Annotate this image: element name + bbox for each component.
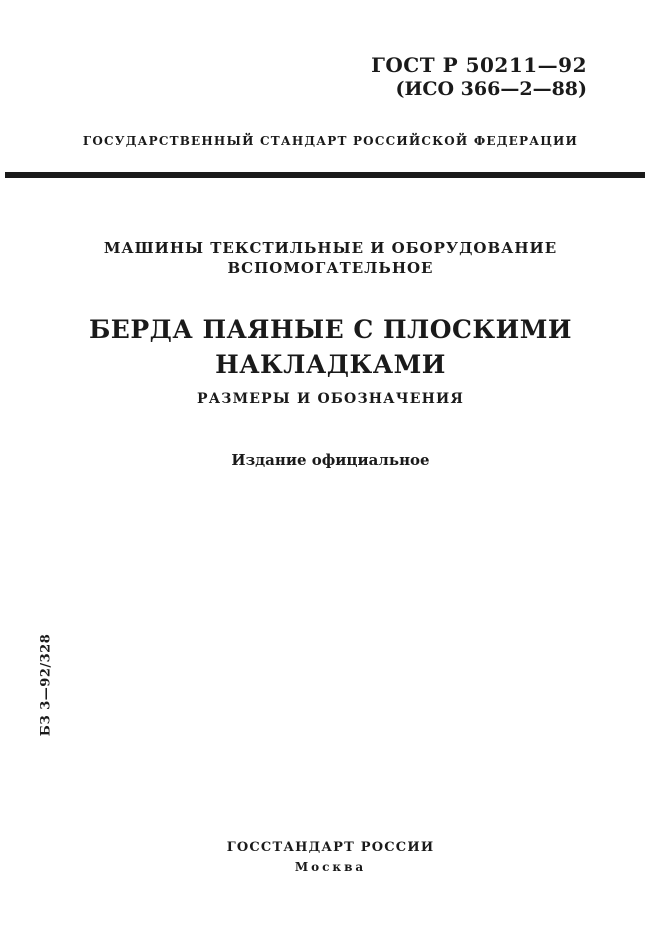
publication-city: Москва — [294, 860, 367, 874]
category-heading — [0, 238, 661, 278]
header-rule — [5, 172, 645, 178]
document-subtitle: РАЗМЕРЫ И ОБОЗНАЧЕНИЯ — [196, 391, 465, 407]
category-line-2: ВСПОМОГАТЕЛЬНОЕ — [227, 259, 434, 277]
iso-reference: (ИСО 366—2—88) — [395, 78, 587, 100]
side-code — [36, 625, 56, 745]
edition-label: Издание официальное — [231, 451, 430, 469]
publisher: ГОССТАНДАРТ РОССИИ — [226, 840, 435, 855]
standard-header: ГОСУДАРСТВЕННЫЙ СТАНДАРТ РОССИЙСКОЙ ФЕДЕРАЦИИ — [82, 134, 579, 148]
document-title — [0, 312, 661, 382]
gost-code: ГОСТ Р 50211—92 — [371, 53, 587, 77]
title-line-1: БЕРДА ПАЯНЫЕ С ПЛОСКИМИ — [88, 315, 573, 344]
title-line-2: НАКЛАДКАМИ — [215, 350, 446, 379]
category-line-1: МАШИНЫ ТЕКСТИЛЬНЫЕ И ОБОРУДОВАНИЕ — [103, 239, 558, 257]
side-code-text: БЗ 3—92/328 — [38, 633, 54, 737]
